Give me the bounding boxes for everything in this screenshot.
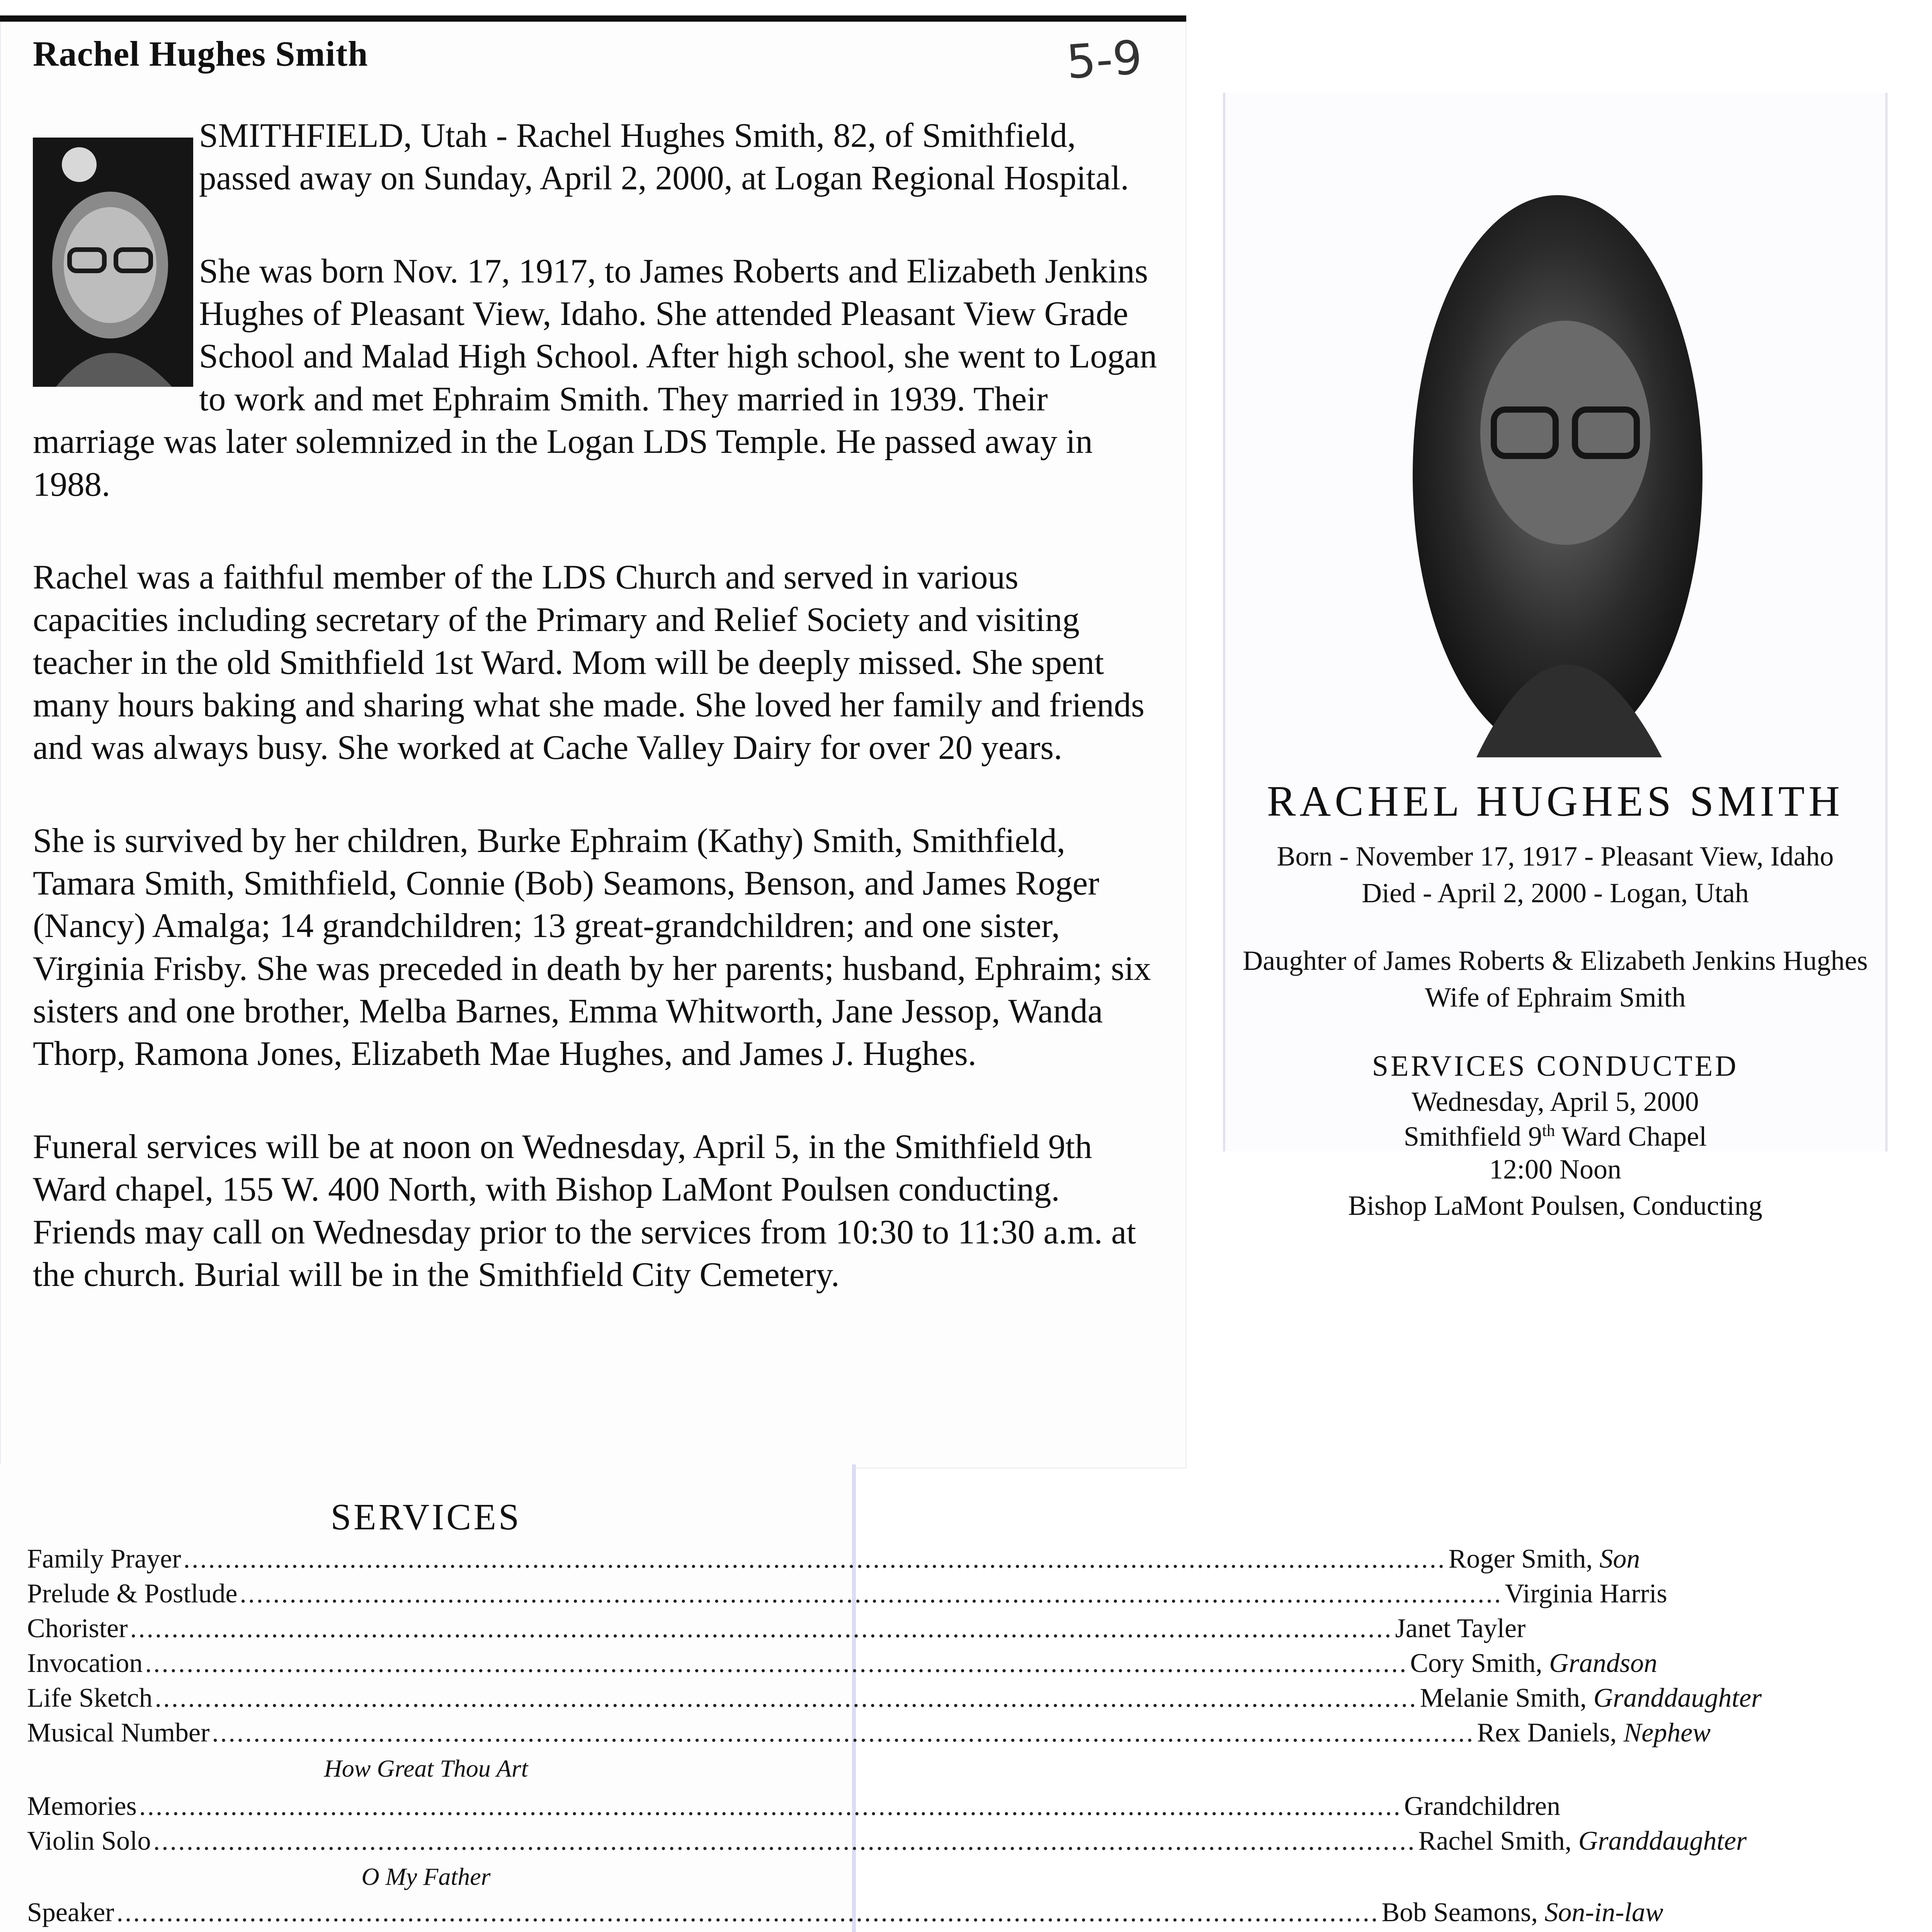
- portrait-oval-icon: [1411, 193, 1704, 757]
- song-title: O My Father: [361, 1863, 491, 1890]
- memorial-card: [1223, 93, 1888, 1151]
- spouse-info: Wife of Ephraim Smith: [1425, 982, 1686, 1013]
- program-row: Life Sketch ........................................................................................................................................................ Melanie Smith, Granddaughter: [27, 1683, 1762, 1713]
- services-time: 12:00 Noon: [1489, 1154, 1621, 1185]
- birth-info: Born - November 17, 1917 - Pleasant View, Idaho: [1277, 841, 1834, 872]
- services-conducting: Bishop LaMont Poulsen, Conducting: [1348, 1190, 1763, 1221]
- services-date: Wednesday, April 5, 2000: [1412, 1086, 1699, 1117]
- funeral-program: [0, 1464, 1762, 1932]
- services-chapel: Smithfield 9th Ward Chapel: [1403, 1121, 1707, 1152]
- memorial-portrait-photo: [1411, 193, 1704, 757]
- handwritten-note: 5-9: [1065, 31, 1144, 90]
- song-title: How Great Thou Art: [324, 1755, 528, 1782]
- obituary-paragraph: SMITHFIELD, Utah - Rachel Hughes Smith, 82, of Smithfield, passed away on Sunday, April 2, 2000, at Logan Regional Hospital.: [199, 117, 1129, 197]
- parents-info: Daughter of James Roberts & Elizabeth Jenkins Hughes: [1243, 945, 1868, 976]
- obituary-paragraph: Rachel was a faithful member of the LDS Church and served in various capacities including secretary of the Primary and Relief Society and visiting teacher in the old Smithfield 1st Ward. Mom will be deeply missed. She spent many hours baking and sharing what she made. She loved her family and friends and was always busy. She worked at Cache Valley Dairy for over 20 years.: [33, 558, 1145, 767]
- card-footer: [1223, 1151, 1888, 1224]
- obituary-text: [33, 114, 1161, 1346]
- program-row: Chorister ........................................................................................................................................................ Janet Tayler: [27, 1614, 1526, 1643]
- deceased-name: RACHEL HUGHES SMITH: [1267, 777, 1844, 825]
- obituary-paragraph: She is survived by her children, Burke Ephraim (Kathy) Smith, Smithfield, Tamara Smith, Smithfield, Connie (Bob) Seamons, Benson, and James Roger (Nancy) Amalga; 14 grandchildren; 13 great-grandchildren; and one sister, Virginia Frisby. She was preceded in death by her parents; husband, Ephraim; six sisters and one brother, Melba Barnes, Emma Whitworth, Jane Jessop, Wanda Thorp, Ramona Jones, Elizabeth Mae Hughes, and James J. Hughes.: [33, 821, 1151, 1073]
- program-row: Invocation ........................................................................................................................................................ Cory Smith, Grandson: [27, 1648, 1658, 1678]
- obituary-title: Rachel Hughes Smith: [33, 34, 368, 73]
- obituary-newspaper-clipping: [0, 15, 1186, 1468]
- program-row: Speaker ........................................................................................................................................................ Bob Seamons, Son-in-law: [27, 1898, 1663, 1927]
- death-info: Died - April 2, 2000 - Logan, Utah: [1362, 878, 1749, 908]
- obituary-paragraph: She was born Nov. 17, 1917, to James Roberts and Elizabeth Jenkins Hughes of Pleasant View, Idaho. She attended Pleasant View Grade School and Malad High School. After high school, she went to Logan to work and met Ephraim Smith. They married in 1939. Their marriage was later solemnized in the Logan LDS Temple. He passed away in 1988.: [33, 252, 1157, 503]
- program-row: Violin Solo ........................................................................................................................................................ Rachel Smith, Granddaughter: [27, 1826, 1747, 1856]
- services-conducted-heading: SERVICES CONDUCTED: [1372, 1050, 1739, 1082]
- services-heading: SERVICES: [330, 1496, 522, 1537]
- program-row: Prelude & Postlude ........................................................................................................................................................ Virginia Harris: [27, 1579, 1667, 1609]
- obituary-paragraph: Funeral services will be at noon on Wednesday, April 5, in the Smithfield 9th Ward chapel, 155 W. 400 North, with Bishop LaMont Poulsen conducting. Friends may call on Wednesday prior to the services from 10:30 to 11:30 a.m. at the church. Burial will be in the Smithfield City Cemetery.: [33, 1128, 1136, 1294]
- program-row: Family Prayer ........................................................................................................................................................ Roger Smith, Son: [27, 1544, 1640, 1574]
- program-row: Musical Number ........................................................................................................................................................ Rex Daniels, Nephew: [27, 1718, 1711, 1748]
- program-row: Memories ........................................................................................................................................................ Grandchildren: [27, 1791, 1561, 1821]
